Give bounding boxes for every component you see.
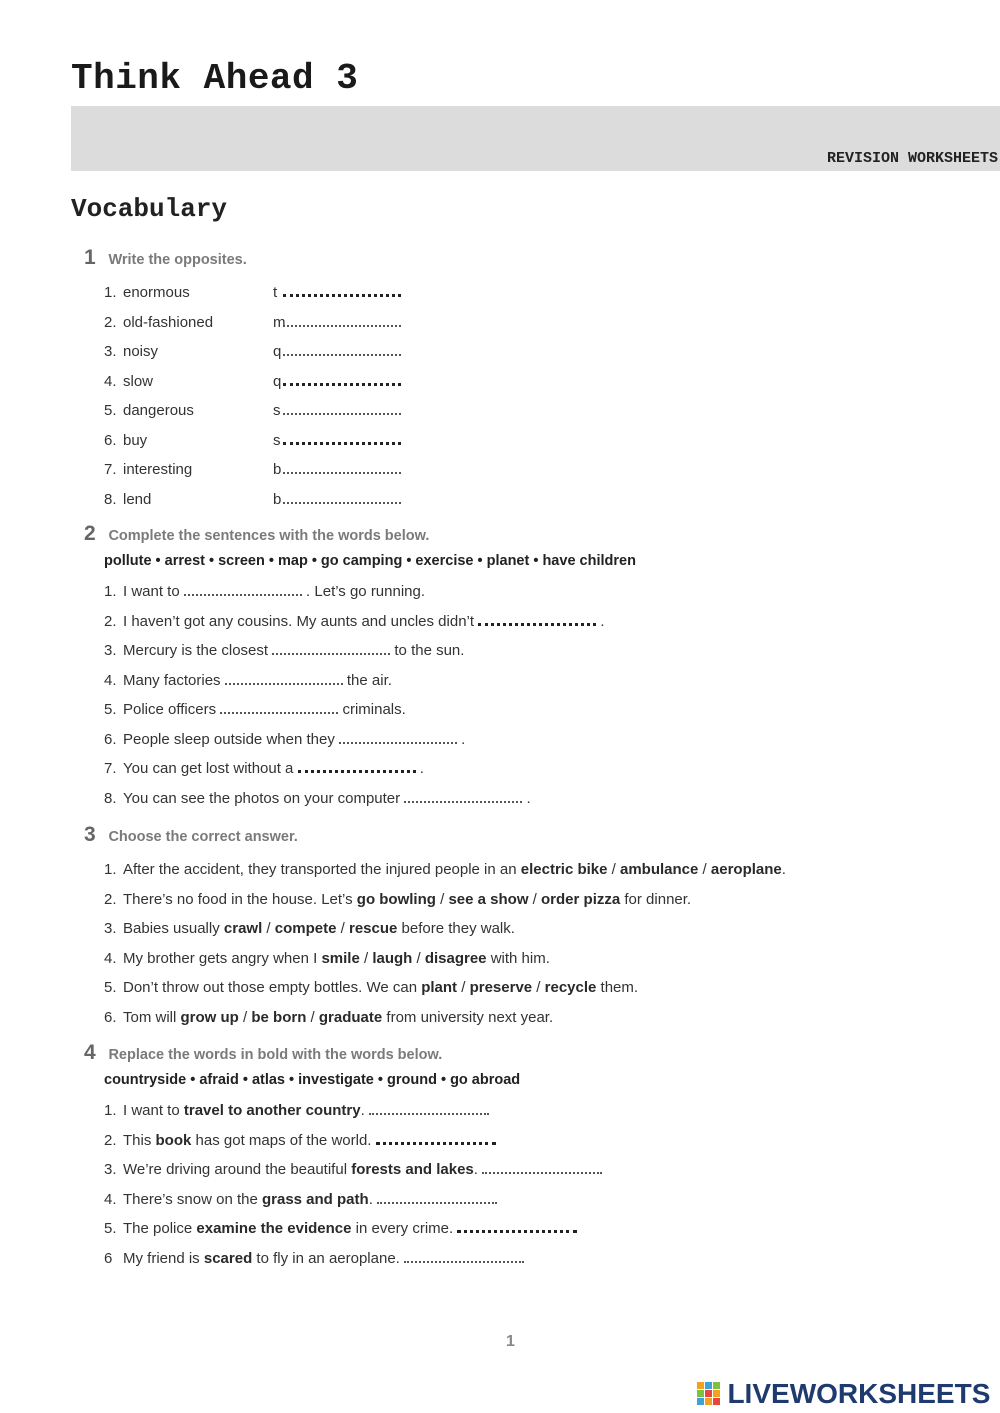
page-number: 1 — [506, 1333, 515, 1350]
sentence-start: This — [123, 1131, 152, 1149]
item-number: 6. — [104, 1008, 117, 1026]
item-word: interesting — [123, 461, 193, 478]
item-number: 5. — [104, 402, 117, 419]
sentence-start: There’s no food in the house. Let’s — [123, 890, 353, 908]
banner-label: REVISION WORKSHEETS — [826, 150, 998, 167]
list-item — [84, 666, 984, 696]
sentence-end: them. — [600, 979, 639, 996]
item-number: 5. — [104, 701, 117, 718]
list-item: 2. There’s no food in the house. Let’s go bowling / see a show / order pizza for dinner. — [84, 885, 984, 915]
bold-phrase: examine the evidence — [196, 1220, 352, 1237]
sentence-start: My brother gets angry when I — [123, 949, 318, 967]
exercise-4 — [84, 1041, 984, 1273]
option-2[interactable]: ambulance — [620, 861, 699, 878]
option-1[interactable]: smile — [321, 949, 360, 967]
bold-phrase: travel to another country — [183, 1102, 361, 1119]
sentence-end: in every crime. — [355, 1220, 454, 1237]
list-item — [84, 1185, 984, 1215]
list-item — [84, 367, 984, 397]
sentence-end: the air. — [346, 671, 392, 689]
sentence-end: . — [781, 861, 786, 878]
sentence-start: You can get lost without a — [123, 760, 294, 777]
exercise-number: 2 — [84, 522, 96, 545]
item-number: 7. — [104, 760, 117, 777]
item-word: old-fashioned — [123, 313, 214, 331]
list-item: 1. After the accident, they transported the injured people in an electric bike / ambulance / aeroplane. — [84, 855, 984, 885]
list-item: 3. Babies usually crawl / compete / rescue before they walk. — [84, 914, 984, 944]
option-2[interactable]: compete — [274, 920, 337, 937]
item-number: 6. — [104, 730, 117, 748]
exercise-2 — [84, 522, 984, 813]
item-word: noisy — [123, 343, 159, 360]
exercise-number: 4 — [84, 1041, 96, 1064]
answer-blank[interactable] — [457, 1220, 577, 1233]
item-word: slow — [123, 372, 154, 390]
answer-blank[interactable] — [482, 1162, 602, 1174]
item-number: 2. — [104, 612, 117, 630]
item-number: 3. — [104, 642, 117, 659]
item-number: 7. — [104, 461, 117, 478]
answer-blank[interactable] — [283, 492, 401, 504]
sentence-start: I want to — [123, 583, 180, 600]
sentence-start: I want to — [123, 1102, 180, 1119]
item-number: 2. — [104, 313, 117, 331]
sentence-end: has got maps of the world. — [195, 1131, 372, 1149]
item-number: 4. — [104, 949, 117, 967]
list-item: 6. Tom will grow up / be born / graduate from university next year. — [84, 1003, 984, 1033]
sentence-start: Police officers — [123, 701, 217, 718]
option-2[interactable]: preserve — [469, 979, 533, 996]
list-item — [84, 426, 984, 456]
option-1[interactable]: grow up — [180, 1008, 239, 1026]
sentence-start: You can see the photos on your computer — [123, 789, 401, 807]
option-2[interactable]: be born — [251, 1008, 307, 1026]
option-3[interactable]: rescue — [348, 920, 398, 937]
exercise-instruction: Write the opposites. — [108, 252, 247, 268]
answer-blank[interactable] — [404, 791, 522, 803]
exercise-3 — [84, 823, 984, 1032]
option-3[interactable]: order pizza — [541, 890, 621, 908]
sentence-end: . — [473, 1161, 478, 1178]
bold-phrase: grass and path — [261, 1190, 369, 1208]
list-item — [84, 278, 984, 308]
item-number: 1. — [104, 284, 117, 301]
worksheet-title: Think Ahead 3 — [71, 58, 359, 99]
list-item — [84, 1214, 984, 1244]
answer-blank[interactable] — [283, 315, 401, 327]
option-3[interactable]: recycle — [544, 979, 597, 996]
sentence-end: . — [368, 1190, 373, 1208]
sentence-start: Many factories — [123, 671, 221, 689]
list-item — [84, 485, 984, 515]
item-first-letter: s — [273, 402, 281, 419]
item-word: enormous — [123, 284, 190, 301]
option-2[interactable]: laugh — [372, 949, 413, 967]
item-number: 4. — [104, 671, 117, 689]
exercise-instruction: Replace the words in bold with the words below. — [108, 1047, 443, 1063]
list-item — [84, 455, 984, 485]
list-item — [84, 1126, 984, 1156]
answer-blank[interactable] — [298, 760, 416, 773]
exercise-number: 1 — [84, 246, 96, 269]
answer-blank[interactable] — [225, 673, 343, 685]
sentence-end: . — [526, 789, 531, 807]
item-number: 1. — [104, 1102, 117, 1119]
bold-phrase: scared — [203, 1249, 253, 1267]
answer-blank[interactable] — [283, 432, 401, 445]
list-item — [84, 1244, 984, 1274]
item-first-letter: m — [273, 313, 286, 331]
sentence-start: Mercury is the closest — [123, 642, 269, 659]
exercise-instruction: Complete the sentences with the words below. — [108, 528, 430, 544]
list-item — [84, 725, 984, 755]
liveworksheets-logo — [697, 1378, 990, 1408]
list-item — [84, 577, 984, 607]
list-item — [84, 695, 984, 725]
answer-blank[interactable] — [376, 1132, 496, 1145]
sentence-start: Babies usually — [123, 920, 220, 937]
item-number: 6 — [104, 1249, 113, 1267]
item-word: buy — [123, 431, 148, 449]
item-first-letter: b — [273, 461, 282, 478]
item-number: 3. — [104, 920, 117, 937]
list-item — [84, 308, 984, 338]
sentence-end: before they walk. — [401, 920, 515, 937]
list-item: 5. Don’t throw out those empty bottles. We can plant / preserve / recycle them. — [84, 973, 984, 1003]
answer-blank[interactable] — [377, 1192, 497, 1204]
list-item — [84, 1096, 984, 1126]
bold-phrase: book — [155, 1131, 192, 1149]
answer-blank[interactable] — [283, 403, 401, 415]
lws-logo-icon — [697, 1382, 721, 1406]
item-number: 5. — [104, 1220, 117, 1237]
exercise-instruction: Choose the correct answer. — [108, 829, 298, 845]
sentence-start: People sleep outside when they — [123, 730, 335, 748]
list-item — [84, 1155, 984, 1185]
sentence-start: Tom will — [123, 1008, 177, 1026]
list-item — [84, 754, 984, 784]
list-item — [84, 607, 984, 637]
item-number: 3. — [104, 343, 117, 360]
exercise-number: 3 — [84, 823, 96, 846]
item-first-letter: b — [273, 490, 282, 508]
sentence-start: The police — [123, 1220, 193, 1237]
item-first-letter: q — [273, 343, 282, 360]
option-2[interactable]: see a show — [448, 890, 529, 908]
exercise-1 — [84, 246, 984, 514]
answer-blank[interactable] — [404, 1251, 524, 1263]
sentence-start: After the accident, they transported the injured people in an — [123, 861, 517, 878]
list-item: 4. My brother gets angry when I smile / laugh / disagree with him. — [84, 944, 984, 974]
answer-blank[interactable] — [478, 613, 596, 626]
item-number: 3. — [104, 1161, 117, 1178]
item-number: 6. — [104, 431, 117, 449]
bold-phrase: forests and lakes — [351, 1161, 474, 1178]
item-first-letter: q — [273, 372, 282, 390]
sentence-end: . — [360, 1102, 365, 1119]
list-item — [84, 784, 984, 814]
item-word: lend — [123, 490, 152, 508]
item-number: 2. — [104, 890, 117, 908]
item-number: 8. — [104, 490, 117, 508]
sentence-end: from university next year. — [386, 1008, 554, 1026]
item-first-letter: s — [273, 431, 281, 449]
section-heading: Vocabulary — [71, 194, 228, 224]
sentence-end: criminals. — [342, 701, 406, 718]
word-bank: countryside • afraid • atlas • investigate • ground • go abroad — [104, 1072, 521, 1088]
sentence-start: My friend is — [123, 1249, 200, 1267]
sentence-start: I haven’t got any cousins. My aunts and uncles didn’t — [123, 612, 475, 630]
answer-blank[interactable] — [283, 373, 401, 386]
word-bank: pollute • arrest • screen • map • go camping • exercise • planet • have children — [104, 553, 636, 569]
option-1[interactable]: electric bike — [520, 861, 608, 878]
header-banner — [71, 106, 1000, 171]
list-item — [84, 636, 984, 666]
sentence-end: . — [461, 730, 466, 748]
sentence-end: to fly in an aeroplane. — [256, 1249, 400, 1267]
answer-blank[interactable] — [283, 462, 401, 474]
answer-blank[interactable] — [283, 344, 401, 356]
list-item — [84, 396, 984, 426]
answer-blank[interactable] — [339, 732, 457, 744]
logo-text: LIVEWORKSHEETS — [727, 1378, 991, 1409]
item-first-letter: t — [273, 284, 278, 301]
sentence-end: for dinner. — [624, 890, 692, 908]
sentence-end: . — [600, 612, 605, 630]
option-1[interactable]: go bowling — [356, 890, 436, 908]
sentence-end: with him. — [490, 949, 550, 967]
item-number: 8. — [104, 789, 117, 807]
answer-blank[interactable] — [184, 584, 302, 596]
answer-blank[interactable] — [272, 643, 390, 655]
sentence-start: Don’t throw out those empty bottles. We can — [123, 979, 418, 996]
item-number: 1. — [104, 583, 117, 600]
answer-blank[interactable] — [369, 1103, 489, 1115]
item-word: dangerous — [123, 402, 194, 419]
item-number: 5. — [104, 979, 117, 996]
option-1[interactable]: plant — [421, 979, 458, 996]
sentence-end: . Let’s go running. — [306, 583, 426, 600]
option-1[interactable]: crawl — [223, 920, 263, 937]
answer-blank[interactable] — [220, 702, 338, 714]
option-3[interactable]: graduate — [318, 1008, 383, 1026]
sentence-start: We’re driving around the beautiful — [123, 1161, 348, 1178]
option-3[interactable]: aeroplane — [710, 861, 782, 878]
sentence-end: . — [419, 760, 424, 777]
sentence-end: to the sun. — [394, 642, 465, 659]
item-number: 1. — [104, 861, 117, 878]
item-number: 4. — [104, 372, 117, 390]
option-3[interactable]: disagree — [424, 949, 487, 967]
item-number: 4. — [104, 1190, 117, 1208]
item-number: 2. — [104, 1131, 117, 1149]
sentence-start: There’s snow on the — [123, 1190, 258, 1208]
list-item — [84, 337, 984, 367]
answer-blank[interactable] — [283, 284, 401, 297]
